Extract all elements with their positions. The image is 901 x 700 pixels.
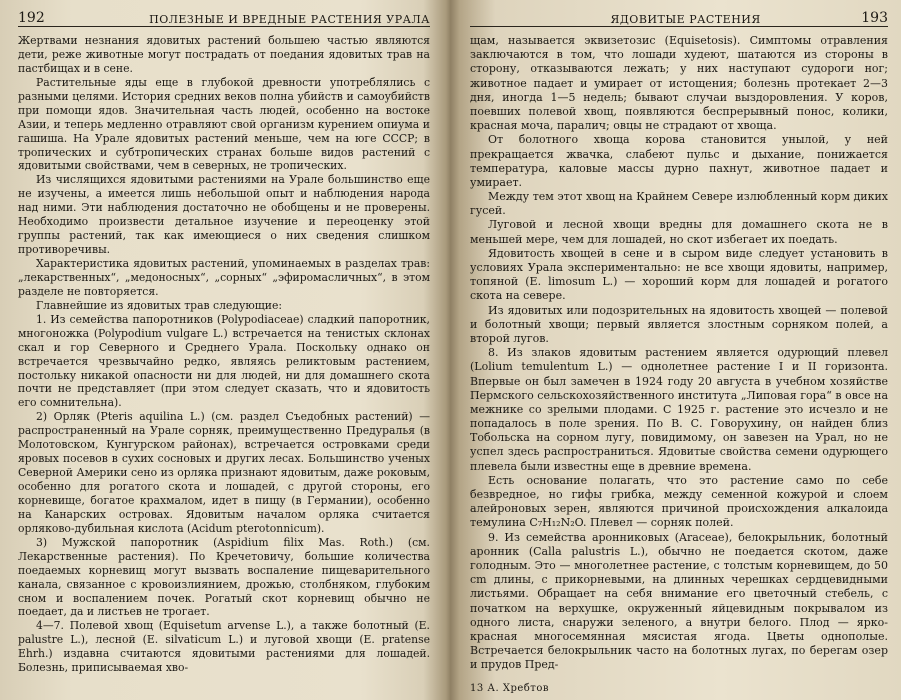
running-head-title: ПОЛЕЗНЫЕ И ВРЕДНЫЕ РАСТЕНИЯ УРАЛА — [149, 13, 430, 26]
right-page — [460, 0, 901, 700]
paragraph: 4—7. Полевой хвощ (Equisetum arvense L.), а также болотный (E. palustre L.), лесной (E. silvaticum L.) и луговой хвощи (E. pratense Ehrh.) издавна считаются ядовитыми растениями для лошадей. Болезнь, приписываемая хво- — [18, 619, 430, 675]
paragraph: Есть основание полагать, что это растение само по себе безвредное, но гифы грибка, между семенной кожурой и слоем алейроновых зерен, являются причиной происхождения алкалоида темулина C₇H₁₂N₂O. Плевел — сорняк полей. — [470, 473, 888, 530]
paragraph: 8. Из злаков ядовитым растением является одурющий плевел (Lolium temulentum L.) — однолетнее растение I и II горизонта. Впервые он был замечен в 1924 году 20 августа в учебном хозяйстве Пермского сельскохозяйственного института „Липовая гора“ в овсе на межнике со зрелыми плодами. С 1925 г. растение это исчезло и не попадалось в поле зрения. По В. С. Говорухину, он найден близ Тобольска на сорном лугу, повидимому, он завезен на Урал, но не успел здесь распространиться. Ядовитые свойства семени одурющего плевела были известны еще в древние времена. — [470, 346, 888, 473]
page-number: 192 — [18, 10, 45, 26]
paragraph: Жертвами незнания ядовитых растений большею частью являются дети, реже животные могут пострадать от поедания ядовитых трав на пастбищах и в сене. — [18, 34, 430, 75]
paragraph: Ядовитость хвощей в сене и в сыром виде следует установить в условиях Урала экспериментально: не все хвощи ядовиты, например, топяной (E. limosum L.) — хороший корм для лошадей и рогатого скота на севере. — [470, 246, 888, 303]
paragraph: 2) Орляк (Pteris aquilina L.) (см. раздел Съедобных растений) — распространенный на Урале сорняк, преимущественно Предуралья (в Молотовском, Кунгурском районах), встречается островками среди яровых посевов в сухих сосновых и других лесах. Большинство ученых Северной Америки сено из орляка признают ядовитым, даже роковым, особенно для рогатого скота и лошадей, с другой стороны, его корневище, богатое крахмалом, идет в пищу (в Германии), особенно на Канарских островах. Ядовитым началом орляка считается орляково-дубильная кислота (Acidum pterotonnicum). — [18, 410, 430, 535]
paragraph: От болотного хвоща корова становится унылой, у ней прекращается жвачка, слабеют пульс и дыхание, понижается температура, каловые массы дурно пахнут, животное падает и умирает. — [470, 133, 888, 189]
paragraph: Характеристика ядовитых растений, упоминаемых в разделах трав: „лекарственных“, „медоносных“, „сорных“ „эфиромасличных“, в этом разделе не повторяется. — [18, 257, 430, 298]
paragraph: Из числящихся ядовитыми растениями на Урале большинство еще не изучены, а имеется лишь небольшой опыт и наблюдения народа над ними. Эти наблюдения достаточно не обобщены и не проверены. Необходимо произвести детальное изучение и переоценку этой группы растений, так как имеющиеся о них сведения слишком противоречивы. — [18, 173, 430, 257]
paragraph: Между тем этот хвощ на Крайнем Севере излюбленный корм диких гусей. — [470, 190, 888, 218]
paragraph: Из ядовитых или подозрительных на ядовитость хвощей — полевой и болотный хвощи; первый является злостным сорняком полей, а второй лугов. — [470, 303, 888, 345]
signature-mark: 13 А. Хребтов — [470, 683, 549, 694]
paragraph: Главнейшие из ядовитых трав следующие: — [36, 298, 282, 312]
paragraph: 9. Из семейства аронниковых (Araceae), белокрыльник, болотный аронник (Calla palustris L.), обычно не поедается скотом, даже голодным. Это — многолетнее растение, с толстым корневищем, до 50 cm длины, с прикорневыми, на длинных черешках сердцевидными листьями. Обращает на себя внимание его цветочный стебель, с початком на верхушке, окруженный яйцевидным покрывалом из одного листа, снаружи зеленого, а внутри белого. Плод — ярко-красная многосемянная мясистая ягода. Цветы однополые. Встречается белокрыльник часто на болотных лугах, по берегам озер и прудов Пред- — [470, 530, 888, 672]
running-header — [470, 6, 888, 27]
left-page — [0, 0, 450, 700]
paragraph: 3) Мужской папоротник (Aspidium filix Mas. Roth.) (см. Лекарственные растения). По Кречетовичу, большие количества поедаемых корневищ могут вызвать воспаление пищеварительного канала, связанное с кровоизлиянием, дрожью, столбняком, глубоким сном и воспалением почек. Рогатый скот корневищ обычно не поедает, да и листьев не трогает. — [18, 535, 430, 619]
running-header — [18, 6, 430, 27]
page-body — [470, 34, 888, 672]
page-number: 193 — [861, 10, 888, 26]
running-head-title: ЯДОВИТЫЕ РАСТЕНИЯ — [610, 13, 761, 26]
paragraph: щам, называется эквизетозис (Equisetosis). Симптомы отравления заключаются в том, что лошади худеют, шатаются из стороны в сторону, отказываются лежать; у них наступают судороги ног; животное падает и умирает от истощения; болезнь протекает 2—3 дня, иногда 1—5 недель; бывают случаи выздоровления. У коров, поевших полевой хвощ, появляются беспрерывный понос, колики, красная моча, паралич; овцы не страдают от хвоща. — [470, 34, 888, 133]
paragraph: 1. Из семейства папоротников (Polypodiaceae) сладкий папоротник, многоножка (Polypodium vulgare L.) встречается на тенистых склонах скал и гор Северного и Среднего Урала. Поскольку однако он встречается чрезвычайно редко, являясь реликтовым растением, постольку никакой опасности ни для людей, ни для домашнего скота почти не представляет (при этом следует сказать, что и ядовитость его сомнительна). — [18, 312, 430, 410]
paragraph: Растительные яды еще в глубокой древности употреблялись с разными целями. История средних веков полна убийств и самоубийств при помощи ядов. Значительная часть людей, особенно на востоке Азии, и теперь медленно отравляют свой организм курением опиума и гашиша. На Урале ядовитых растений меньше, чем на юге СССР; в тропических и субтропических странах больше видов растений с ядовитыми свойствами, чем в северных, не тропических. — [18, 75, 430, 173]
paragraph: Луговой и лесной хвощи вредны для домашнего скота не в меньшей мере, чем для лошадей, но скот избегает их поедать. — [470, 218, 888, 246]
page-body — [18, 34, 430, 675]
